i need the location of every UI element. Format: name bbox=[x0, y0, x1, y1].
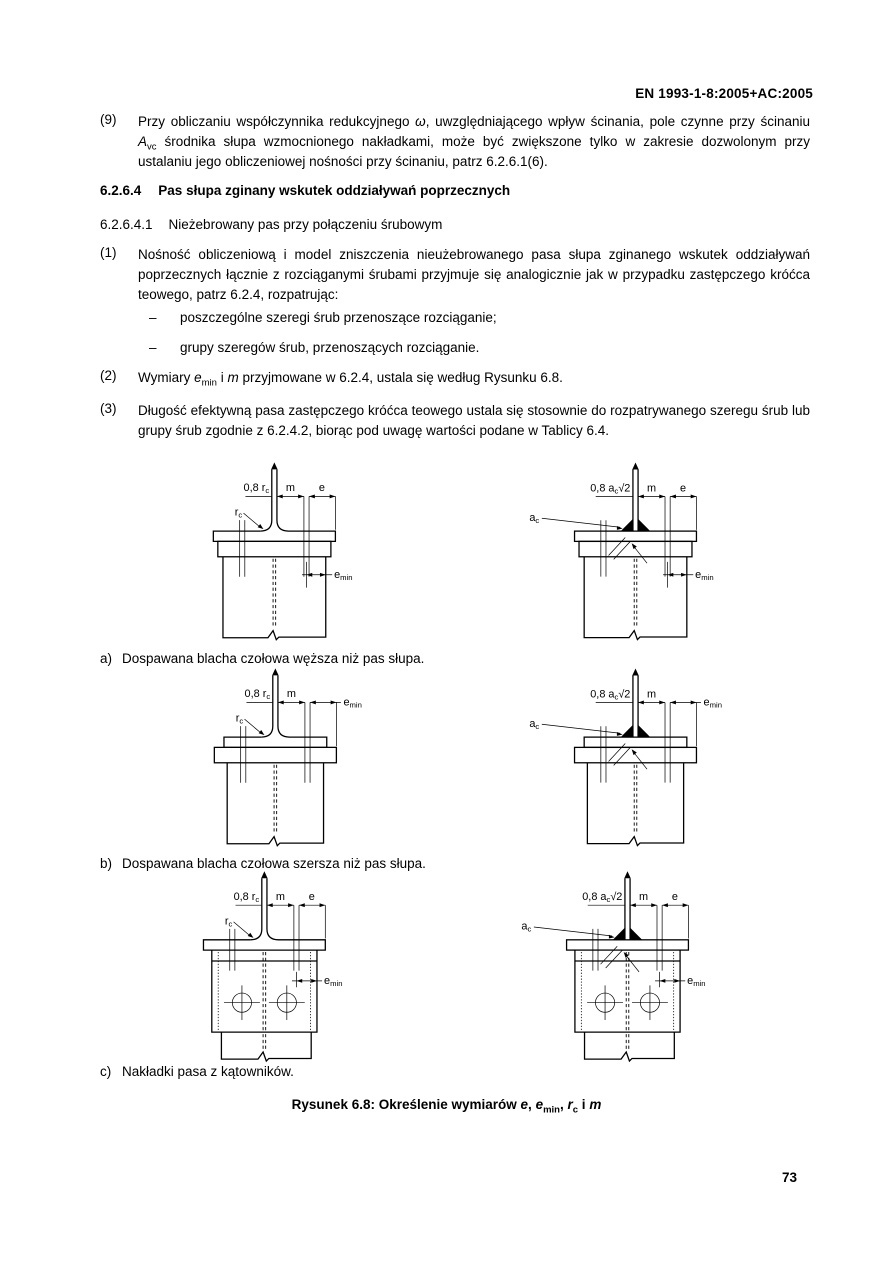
column-web-right-fillet bbox=[277, 469, 289, 531]
section-title: Pas słupa zginany wskutek oddziaływań poprzecznych bbox=[158, 183, 511, 198]
label-rc: rc bbox=[234, 506, 243, 520]
dimension-lines-top bbox=[596, 496, 697, 529]
end-plate bbox=[218, 541, 331, 556]
ac-leader-line bbox=[542, 724, 620, 733]
web-continuation-arrow-icon bbox=[632, 462, 638, 469]
paragraph-number: (1) bbox=[100, 245, 117, 260]
web-continuation-arrow-icon bbox=[632, 668, 638, 675]
hidden-web-centerline bbox=[274, 765, 277, 834]
column-body-with-break bbox=[584, 557, 687, 640]
column-web-right-fillet bbox=[278, 675, 290, 737]
bullet-dash: – bbox=[149, 340, 157, 355]
web-continuation-arrow-icon bbox=[272, 668, 278, 675]
column-flange bbox=[567, 940, 689, 950]
hidden-web-centerline-lower bbox=[626, 1034, 629, 1050]
column-body-with-break bbox=[587, 763, 683, 846]
label-rc: rc bbox=[235, 712, 244, 726]
dim-label-m: m bbox=[275, 891, 285, 904]
diagram-a-right-welded-narrow-plate bbox=[520, 459, 751, 652]
dim-label-m: m bbox=[647, 688, 657, 701]
paragraph-number: (9) bbox=[100, 112, 117, 127]
caption-text: Nakładki pasa z kątowników. bbox=[122, 1064, 294, 1079]
ac-leader-line bbox=[534, 927, 612, 936]
page-number: 73 bbox=[782, 1170, 798, 1185]
column-flange bbox=[224, 737, 327, 747]
fillet-weld-right bbox=[638, 725, 650, 737]
caption-text: Dospawana blacha czołowa węższa niż pas słupa. bbox=[122, 651, 425, 666]
bullet-dash: – bbox=[149, 310, 157, 325]
column-web-left-fillet bbox=[261, 675, 273, 737]
symbol-e-min-subscript: min bbox=[201, 377, 217, 389]
fillet-weld-left bbox=[613, 928, 625, 940]
fillet-weld-right bbox=[630, 928, 642, 940]
caption-label: a) bbox=[100, 651, 113, 666]
dim-label-m: m bbox=[638, 891, 649, 904]
dim-label-e: e bbox=[308, 891, 315, 904]
column-web-right-fillet bbox=[267, 878, 279, 940]
bolt-lines bbox=[241, 702, 310, 782]
column-web bbox=[633, 676, 638, 738]
fillet-weld-left bbox=[621, 725, 633, 737]
dim-label-e: e bbox=[679, 482, 687, 495]
dim-label-emin: emin bbox=[343, 696, 362, 710]
column-flange bbox=[584, 737, 687, 747]
column-body-with-break bbox=[227, 763, 323, 846]
symbol-e-min: e bbox=[535, 1097, 544, 1112]
paragraph-text: Nośność obliczeniową i model zniszczenia nieużebrowanego pasa słupa zginanego wskutek oddziaływań poprzecznych łącznie z rozciąganymi śrubami przyjmuje się analogicznie jak w przypadku zastępczego króćca teowego, patrz 6.2.4, rozpatrując: bbox=[138, 247, 810, 302]
text-run: i bbox=[578, 1097, 590, 1112]
label-ac: ac bbox=[521, 920, 532, 934]
subsection-title: Nieżebrowany pas przy połączeniu śrubowym bbox=[168, 217, 443, 232]
diagram-c-left-rolled-angle-cleats bbox=[168, 868, 380, 1070]
label-rc: rc bbox=[224, 915, 233, 929]
symbol-e-min-subscript: min bbox=[543, 1104, 560, 1116]
dim-label-m: m bbox=[286, 688, 296, 701]
dim-label-08rc: 0,8 rc bbox=[243, 482, 270, 496]
column-flange bbox=[575, 531, 697, 541]
dim-label-08ac: 0,8 ac√2 bbox=[590, 482, 631, 496]
symbol-rc-subscript: c bbox=[572, 1104, 579, 1116]
dim-label-emin: emin bbox=[695, 568, 714, 582]
web-continuation-arrow-icon bbox=[261, 871, 267, 878]
fillet-weld-left bbox=[621, 519, 633, 531]
column-web bbox=[625, 878, 630, 940]
diagram-b-right-welded-wide-plate bbox=[520, 665, 751, 858]
dimension-lines-top bbox=[245, 496, 335, 529]
web-continuation-arrow-icon bbox=[624, 871, 630, 878]
bullet-text: poszczególne szeregi śrub przenoszące rozciąganie; bbox=[180, 310, 497, 325]
caption-c bbox=[100, 1064, 294, 1079]
caption-label: c) bbox=[100, 1064, 112, 1079]
paragraph-number: (2) bbox=[100, 368, 117, 383]
bolt-hole-crosshairs bbox=[587, 985, 668, 1020]
bolt-lines bbox=[601, 496, 670, 576]
dim-label-08ac: 0,8 ac√2 bbox=[582, 891, 623, 904]
end-plate-wide bbox=[214, 747, 336, 762]
dim-label-m: m bbox=[285, 482, 295, 495]
dim-label-08ac: 0,8 ac√2 bbox=[590, 688, 631, 702]
rc-leader-line bbox=[244, 513, 261, 527]
standard-header: EN 1993-1-8:2005+AC:2005 bbox=[635, 86, 813, 101]
figure-caption bbox=[0, 1097, 893, 1116]
text-run: i bbox=[216, 370, 228, 385]
hidden-flange-edges bbox=[218, 952, 310, 1030]
diagram-b-left-rolled-wide-plate bbox=[179, 665, 391, 858]
column-body-with-break bbox=[223, 557, 326, 640]
dim-label-08rc: 0,8 rc bbox=[244, 688, 271, 702]
diagram-c-right-welded-angle-cleats bbox=[512, 868, 743, 1070]
hidden-web-centerline bbox=[626, 952, 629, 1030]
dimension-lines-top bbox=[236, 905, 326, 938]
symbol-e-min: e bbox=[194, 370, 202, 385]
dim-label-emin: emin bbox=[324, 975, 343, 988]
column-flange bbox=[203, 940, 325, 950]
hidden-web-centerline bbox=[263, 952, 266, 1030]
text-run: przyjmowane w 6.2.4, ustala się według Rysunku 6.8. bbox=[238, 370, 563, 385]
dim-label-e: e bbox=[671, 891, 678, 904]
bolt-lines bbox=[240, 496, 309, 576]
hidden-web-centerline-lower bbox=[263, 1034, 266, 1050]
angle-cleat-outline bbox=[575, 950, 680, 1032]
text-run: Przy obliczaniu współczynnika redukcyjnego bbox=[138, 114, 416, 129]
dimension-lines-top bbox=[596, 702, 701, 746]
hidden-web-centerline bbox=[634, 765, 637, 834]
rc-leader-line bbox=[245, 719, 262, 733]
symbol-m: m bbox=[589, 1097, 602, 1112]
bolt-lines bbox=[601, 702, 670, 782]
text-run: środnika słupa wzmocnionego nakładkami, może być zwiększone tylko w zakresie dozwolonym przy ustalaniu jego obliczeniowej nośności przy ścinaniu, patrz 6.2.6.1(6). bbox=[138, 134, 810, 169]
hidden-web-centerline bbox=[634, 559, 637, 628]
label-ac: ac bbox=[529, 511, 540, 525]
symbol-Avc-subscript: vc bbox=[147, 141, 157, 153]
dim-label-e: e bbox=[318, 482, 325, 495]
hidden-web-centerline bbox=[273, 559, 276, 628]
ac-leader-line bbox=[542, 518, 620, 527]
caption-a bbox=[100, 651, 424, 666]
paragraph-text: Długość efektywną pasa zastępczego króćca teowego ustala się stosownie do rozpatrywanego szeregu śrub lub grupy śrub zgodnie z 6.2.4.2, biorąc pod uwagę wartości podane w Tablicy 6.4. bbox=[138, 403, 810, 438]
symbol-e: e bbox=[520, 1097, 529, 1112]
column-web-left-fillet bbox=[250, 878, 262, 940]
rc-leader-line bbox=[234, 922, 251, 936]
fillet-weld-right bbox=[638, 519, 650, 531]
dim-label-m: m bbox=[647, 482, 657, 495]
dim-label-emin: emin bbox=[334, 568, 353, 582]
column-web bbox=[633, 470, 638, 532]
angle-cleat-outline bbox=[212, 950, 317, 1032]
text-run: , bbox=[528, 1097, 536, 1112]
dim-label-08rc: 0,8 rc bbox=[233, 891, 260, 904]
text-run: , uwzględniającego wpływ ścinania, pole czynne przy ścinaniu bbox=[425, 114, 811, 129]
dimension-lines-top bbox=[588, 905, 689, 938]
symbol-rc: r bbox=[567, 1097, 573, 1112]
caption-text: Dospawana blacha czołowa szersza niż pas słupa. bbox=[122, 856, 426, 871]
column-web-left-fillet bbox=[260, 469, 272, 531]
symbol-omega: ω bbox=[415, 114, 426, 129]
bullet-text: grupy szeregów śrub, przenoszących rozciąganie. bbox=[180, 340, 480, 355]
bolt-hole-crosshairs bbox=[224, 985, 305, 1020]
column-flange bbox=[213, 531, 335, 541]
text-run: Wymiary bbox=[138, 370, 195, 385]
web-continuation-arrow-icon bbox=[271, 462, 277, 469]
diagram-a-left-rolled-narrow-plate bbox=[178, 459, 390, 652]
column-body-with-break bbox=[585, 1032, 675, 1061]
text-run: , bbox=[559, 1097, 568, 1112]
symbol-m: m bbox=[227, 370, 239, 385]
section-number: 6.2.6.4 bbox=[100, 183, 142, 198]
symbol-Avc: A bbox=[138, 134, 148, 149]
dim-label-emin: emin bbox=[687, 975, 706, 988]
subsection-number: 6.2.6.4.1 bbox=[100, 217, 153, 232]
caption-label: b) bbox=[100, 856, 113, 871]
dim-label-emin: emin bbox=[703, 696, 722, 710]
hidden-flange-edges bbox=[581, 952, 673, 1030]
column-body-with-break bbox=[221, 1032, 311, 1061]
label-ac: ac bbox=[529, 717, 540, 731]
paragraph-number: (3) bbox=[100, 401, 117, 416]
text-run: Rysunek 6.8: Określenie wymiarów bbox=[291, 1097, 521, 1112]
